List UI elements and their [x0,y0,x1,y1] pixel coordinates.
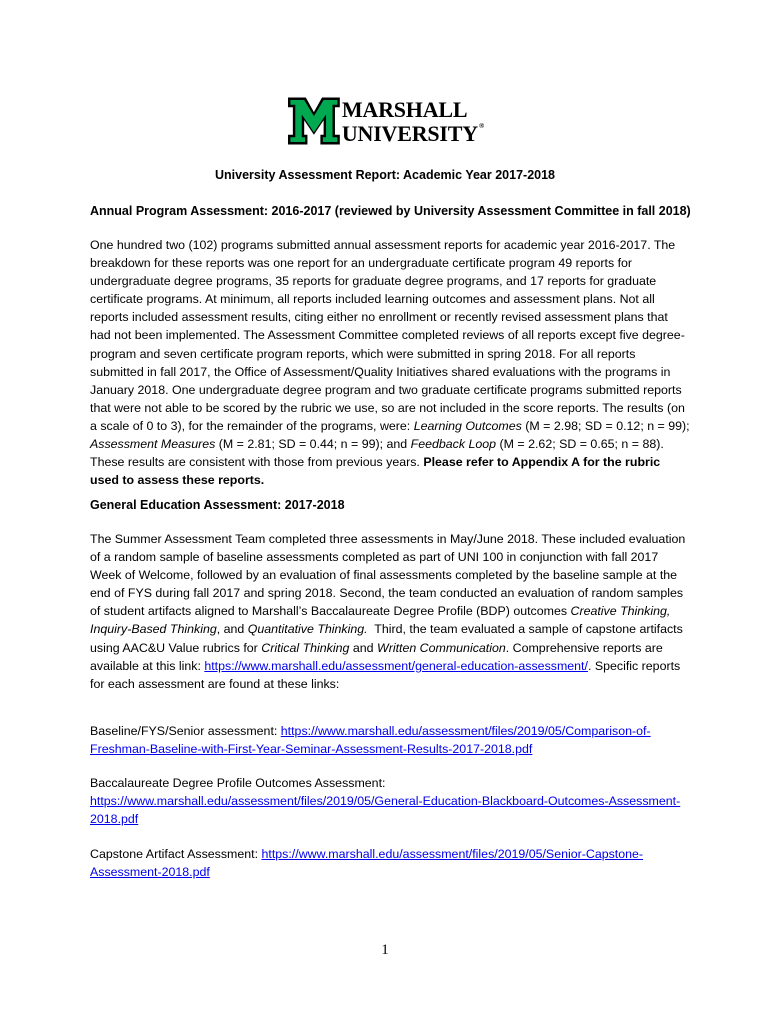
bdp-label: Baccalaureate Degree Profile Outcomes Assessment: [90,776,386,790]
report-title: University Assessment Report: Academic Year 2017-2018 [215,168,555,182]
logo-university-text: UNIVERSITY [341,121,478,146]
bdp-assessment-item [90,774,690,828]
marshall-m-icon [288,92,340,150]
appendix-reference: Please refer to Appendix A for the rubric used to assess these reports. [90,455,661,488]
bdp-assessment-link[interactable]: https://www.marshall.edu/assessment/files/2019/05/General-Education-Blackboard-Outcomes-Assessment-2018.pdf [90,794,681,827]
baseline-assessment-item [90,722,690,758]
baseline-assessment-link[interactable]: https://www.marshall.edu/assessment/files/2019/05/Comparison-of-Freshman-Baseline-with-First-Year-Seminar-Assessment-Results-2017-2018.pdf [90,724,651,757]
registered-mark: ® [478,122,484,130]
section-heading-gen-ed: General Education Assessment: 2017-2018 [90,498,345,512]
capstone-assessment-link[interactable]: https://www.marshall.edu/assessment/files/2019/05/Senior-Capstone-Assessment-2018.pdf [90,847,644,880]
learning-outcomes-label: Learning Outcomes [413,418,522,433]
feedback-loop-label: Feedback Loop [410,437,497,452]
baseline-label: Baseline/FYS/Senior assessment: [90,724,278,738]
gen-ed-assessment-link[interactable]: https://www.marshall.edu/assessment/general-education-assessment/ [204,658,588,673]
page-number: 1 [381,942,389,958]
marshall-logo [288,92,484,150]
section-heading-program-assessment: Annual Program Assessment: 2016-2017 (reviewed by University Assessment Committee in fall 2018) [90,204,691,218]
assessment-measures-label: Assessment Measures [90,437,216,452]
gen-ed-paragraph: The Summer Assessment Team completed three assessments in May/June 2018. These included evaluation of a random sample of baseline assessments completed as part of UNI 100 in conjunction with fall 2017 Week of Welcome, followed by an evaluation of final assessments completed by the baseline sample at the end of FYS during fall 2017 and spring 2018. Second, the team conducted an evaluation of random samples of student artifacts aligned to Marshall’s Baccalaureate Degree Profile (BDP) outcomes Creative Thinking, Inquiry-Based Thinking, and Quantitative Thinking. Third, the team evaluated a sample of capstone artifacts using AAC&U Value rubrics for Critical Thinking and Written Communication. Comprehensive reports are available at this link: https://www.marshall.edu/assessment/general-education-assessment/. Specific reports for each assessment are found at these links: [90,532,686,691]
program-assessment-paragraph: One hundred two (102) programs submitted annual assessment reports for academic year 2016-2017. The breakdown for these reports was one report for an undergraduate certificate program 49 reports for undergraduate degree programs, 35 reports for graduate degree programs, and 17 reports for graduate certificate programs. At minimum, all reports included learning outcomes and assessment plans. Not all reports included assessment results, citing either no enrollment or recently revised assessment plans that had not been implemented. The Assessment Committee completed reviews of all reports except five degree-program and seven certificate program reports, which were submitted in spring 2018. For all reports submitted in fall 2017, the Office of Assessment/Quality Initiatives shared evaluations with the programs in January 2018. One undergraduate degree program and two graduate certificate programs submitted reports that were not able to be scored by the rubric we use, so are not included in the score reports. The results (on a scale of 0 to 3), for the remainder of the programs, were: Learning Outcomes (M = 2.98; SD = 0.12; n = 99); Assessment Measures (M = 2.81; SD = 0.44; n = 99); and Feedback Loop (M = 2.62; SD = 0.65; n = 88). These results are consistent with those from previous years. Please refer to Appendix A for the rubric used to assess these reports. [90,238,690,488]
capstone-assessment-item [90,845,690,881]
logo-marshall-text: MARSHALL [341,97,468,122]
capstone-label: Capstone Artifact Assessment: [90,847,259,861]
